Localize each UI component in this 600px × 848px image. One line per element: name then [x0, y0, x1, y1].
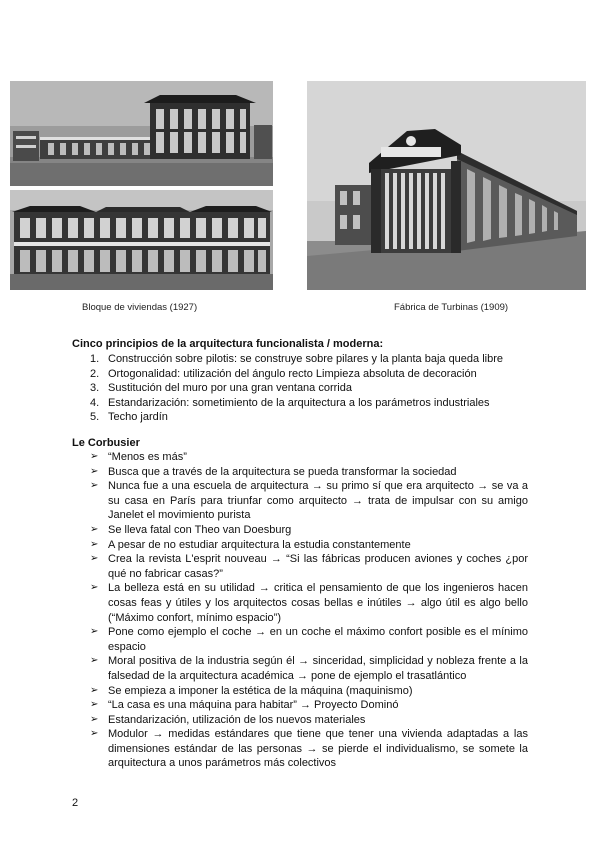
list-item-text: A pesar de no estudiar arquitectura la estudia constantemente	[108, 538, 411, 551]
arrow-bullet-icon: ➢	[90, 655, 99, 667]
list-item	[72, 410, 542, 425]
arrow-bullet-icon: ➢	[90, 523, 99, 535]
list-item	[72, 465, 528, 480]
list-item	[72, 450, 528, 465]
principles-heading: Cinco principios de la arquitectura funcionalista / moderna:	[72, 338, 384, 350]
list-item-text: La belleza está en su utilidad → critica el pensamiento de que los ingenieros hacen cosas feas y útiles y los arquitectos cosas bellas e inútiles → algo útil es algo bello (“Máximo confort, mínimo espacio”)	[108, 582, 528, 624]
list-item	[72, 538, 528, 553]
arrow-bullet-icon: ➢	[90, 699, 99, 711]
list-item-number: 5.	[90, 411, 100, 424]
list-item	[72, 698, 528, 713]
list-item-text: Sustitución del muro por una gran ventana corrida	[108, 382, 352, 395]
list-item-text: Construcción sobre pilotis: se construye sobre pilares y la planta baja queda libre	[108, 353, 503, 365]
list-item	[72, 654, 528, 683]
page-number: 2	[72, 797, 79, 809]
turbine-factory-photo	[307, 81, 586, 290]
list-item-text: Busca que a través de la arquitectura se pueda transformar la sociedad	[108, 465, 457, 478]
list-item-text: Ortogonalidad: utilización del ángulo recto Limpieza absoluta de decoración	[108, 367, 477, 380]
list-item-text: “La casa es una máquina para habitar” → Proyecto Dominó	[108, 699, 399, 712]
list-item-text: Pone como ejemplo el coche → en un coche el máximo confort posible es el mínimo espacio	[108, 626, 528, 653]
arrow-bullet-icon: ➢	[90, 553, 99, 565]
list-item-text: “Menos es más”	[108, 451, 187, 463]
arrow-bullet-icon: ➢	[90, 538, 99, 550]
list-item	[72, 367, 542, 382]
arrow-bullet-icon: ➢	[90, 480, 99, 492]
arrow-bullet-icon: ➢	[90, 626, 99, 638]
arrow-bullet-icon: ➢	[90, 451, 99, 462]
list-item	[72, 713, 528, 728]
list-item-text: Estandarización: sometimiento de la arquitectura a los parámetros industriales	[108, 396, 490, 409]
list-item-text: Moral positiva de la industria según él → sinceridad, simplicidad y nobleza frente a la falsedad de la arquitectura académica → pone de ejemplo el trasatlántico	[108, 655, 528, 682]
list-item-text: Crea la revista L'esprit nouveau → “Si las fábricas producen aviones y coches ¿por qué no fabricar casas?”	[108, 553, 528, 580]
list-item-number: 4.	[90, 396, 100, 409]
list-item	[72, 396, 542, 411]
le-corbusier-list	[72, 450, 528, 771]
list-item	[72, 352, 542, 367]
list-item-number: 3.	[90, 382, 100, 395]
housing-block-photo-front	[10, 190, 273, 290]
list-item	[72, 684, 528, 699]
list-item-number: 2.	[90, 367, 100, 380]
arrow-bullet-icon: ➢	[90, 713, 99, 725]
list-item	[72, 523, 528, 538]
list-item-text: Se lleva fatal con Theo van Doesburg	[108, 523, 292, 536]
list-item	[72, 727, 528, 771]
principles-list	[72, 352, 542, 425]
list-item-text: Techo jardín	[108, 411, 168, 424]
arrow-bullet-icon: ➢	[90, 728, 99, 740]
list-item	[72, 552, 528, 581]
caption-turbine-factory: Fábrica de Turbinas (1909)	[394, 302, 509, 313]
arrow-bullet-icon: ➢	[90, 582, 99, 594]
housing-block-photo-top	[10, 81, 273, 186]
list-item-text: Estandarización, utilización de los nuevos materiales	[108, 713, 366, 726]
list-item	[72, 581, 528, 625]
arrow-bullet-icon: ➢	[90, 465, 99, 477]
list-item-number: 1.	[90, 353, 100, 365]
list-item-text: Nunca fue a una escuela de arquitectura → su primo sí que era arquitecto → se va a su casa en París para triunfar como arquitecto → trata de impulsar con su amigo Janelet el movimiento purista	[108, 480, 528, 522]
le-corbusier-heading: Le Corbusier	[72, 437, 140, 449]
list-item	[72, 625, 528, 654]
arrow-bullet-icon: ➢	[90, 684, 99, 696]
list-item	[72, 479, 528, 523]
list-item-text: Se empieza a imponer la estética de la máquina (maquinismo)	[108, 684, 413, 697]
list-item	[72, 381, 542, 396]
list-item-text: Modulor → medidas estándares que tiene que tener una vivienda adaptadas a las dimensiones estándar de las personas → se pierde el individualismo, se somete la arquitectura a unos parámetros más colectivos	[108, 728, 528, 770]
caption-housing-block: Bloque de viviendas (1927)	[82, 302, 198, 313]
